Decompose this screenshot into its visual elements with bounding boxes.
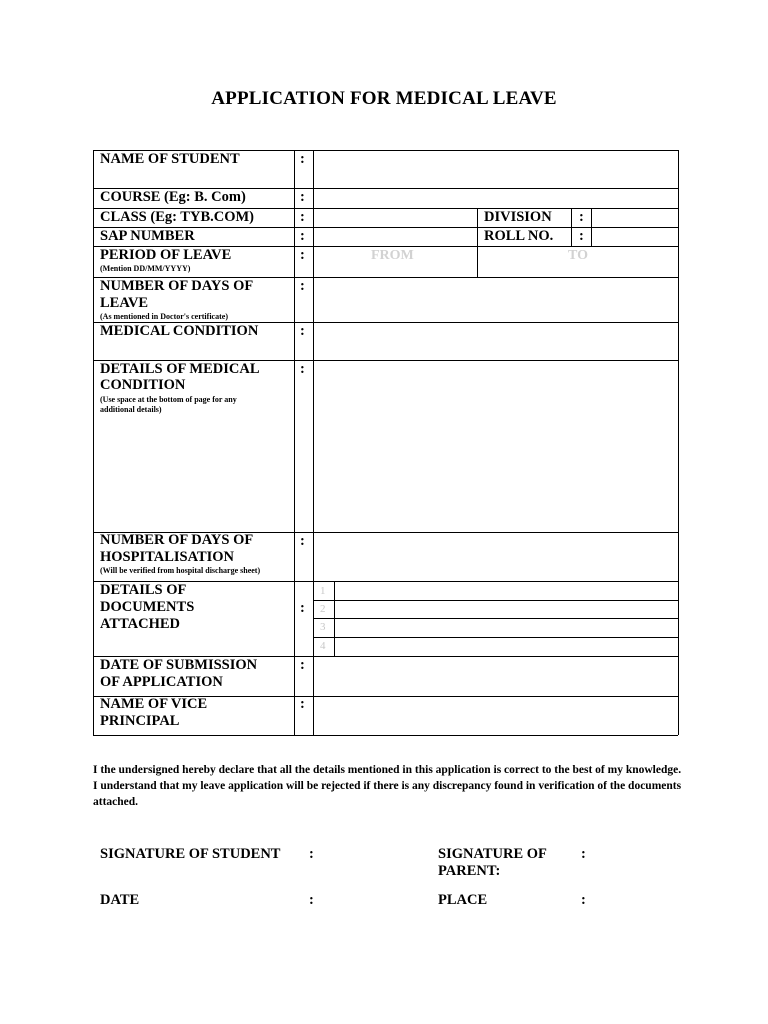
- documents-label-line2: DOCUMENTS: [100, 599, 195, 615]
- colon: :: [300, 657, 305, 673]
- document-3-field[interactable]: [337, 620, 674, 635]
- days-of-leave-note: [100, 312, 228, 322]
- colon: :: [309, 846, 314, 862]
- hospitalisation-label-line1: NUMBER OF DAYS OF: [100, 532, 254, 548]
- medical-details-field[interactable]: [316, 362, 674, 530]
- colon: :: [579, 228, 584, 244]
- details-medical-note-line1: (Use space at the bottom of page for any: [100, 395, 237, 404]
- division-field[interactable]: [594, 210, 674, 226]
- declaration-text: I the undersigned hereby declare that all the details mentioned in this application is correct to the best of my knowledge. I understand that my leave application will be rejected if there is any discrepancy found in verification of the documents attached.: [93, 764, 682, 808]
- days-of-leave-label-line2: LEAVE: [100, 295, 149, 311]
- table-left-border: [93, 150, 94, 735]
- colon-column-divider: [313, 150, 314, 735]
- colon: :: [581, 892, 586, 908]
- days-of-leave-field[interactable]: [316, 279, 674, 320]
- colon: :: [300, 361, 305, 377]
- parent-signature-label-line1: SIGNATURE OF: [438, 846, 547, 862]
- doc-row-line: [313, 637, 678, 638]
- class-field[interactable]: [316, 210, 474, 226]
- colon: :: [300, 278, 305, 294]
- details-medical-label-line1: DETAILS OF MEDICAL: [100, 361, 260, 377]
- medical-condition-label: MEDICAL CONDITION: [100, 323, 259, 339]
- colon: :: [300, 533, 305, 549]
- submission-label-line2: OF APPLICATION: [100, 674, 223, 690]
- sap-number-label: SAP NUMBER: [100, 228, 195, 244]
- course-label: COURSE (Eg: B. Com): [100, 189, 246, 205]
- doc-number: 2: [320, 603, 326, 615]
- sap-number-field[interactable]: [316, 229, 474, 245]
- row-line: [93, 735, 678, 736]
- medical-condition-field[interactable]: [316, 324, 674, 358]
- submission-date-field[interactable]: [316, 658, 674, 694]
- colon: :: [300, 600, 305, 616]
- parent-signature-label-line2: PARENT:: [438, 863, 501, 879]
- colon: :: [309, 892, 314, 908]
- roll-no-label: ROLL NO.: [484, 228, 554, 244]
- document-4-field[interactable]: [337, 639, 674, 654]
- hospitalisation-note: (Will be verified from hospital discharge sheet): [100, 566, 261, 575]
- from-date-field[interactable]: [316, 248, 474, 275]
- from-date-placeholder: FROM: [371, 248, 414, 263]
- vice-principal-label-line2: PRINCIPAL: [100, 713, 180, 729]
- colon: :: [300, 151, 305, 167]
- to-date-field[interactable]: [480, 248, 674, 275]
- doc-number: 4: [320, 640, 326, 652]
- colon: :: [300, 323, 305, 339]
- place-label: PLACE: [438, 892, 488, 908]
- colon: :: [579, 209, 584, 225]
- documents-label-line3: ATTACHED: [100, 616, 181, 632]
- doc-row-line: [313, 600, 678, 601]
- doc-row-line: [313, 618, 678, 619]
- details-medical-label-line2: CONDITION: [100, 377, 186, 393]
- documents-label-line1: DETAILS OF: [100, 582, 187, 598]
- details-medical-note-line2: additional details): [100, 405, 162, 414]
- hospitalisation-label-line2: HOSPITALISATION: [100, 549, 235, 565]
- to-date-placeholder: TO: [568, 248, 588, 263]
- division-label: DIVISION: [484, 209, 552, 225]
- colon: :: [300, 696, 305, 712]
- colon: :: [300, 189, 305, 205]
- days-of-leave-label-line1: NUMBER OF DAYS OF: [100, 278, 254, 294]
- vice-principal-label-line1: NAME OF VICE: [100, 696, 208, 712]
- submission-label-line1: DATE OF SUBMISSION: [100, 657, 258, 673]
- student-name-field[interactable]: [316, 152, 674, 186]
- student-signature-label: SIGNATURE OF STUDENT: [100, 846, 281, 862]
- colon: :: [300, 209, 305, 225]
- period-of-leave-label: PERIOD OF LEAVE: [100, 247, 232, 263]
- document-1-field[interactable]: [337, 583, 674, 598]
- label-column-divider: [294, 150, 295, 735]
- division-colon-divider: [591, 208, 592, 246]
- days-note-suffix: ): [225, 312, 228, 321]
- colon: :: [300, 247, 305, 263]
- days-note-doctor-certificate: Doctor's certificate: [160, 312, 226, 321]
- class-label: CLASS (Eg: TYB.COM): [100, 209, 255, 225]
- days-note-prefix: (As mentioned in: [100, 312, 161, 321]
- hospitalisation-days-field[interactable]: [316, 534, 674, 579]
- vice-principal-field[interactable]: [316, 698, 674, 733]
- roll-no-field[interactable]: [594, 229, 674, 245]
- colon: :: [581, 846, 586, 862]
- name-of-student-label: NAME OF STUDENT: [100, 151, 240, 167]
- doc-number: 1: [320, 585, 326, 597]
- division-label-divider: [571, 208, 572, 246]
- period-of-leave-note: (Mention DD/MM/YYYY): [100, 264, 191, 273]
- document-2-field[interactable]: [337, 602, 674, 616]
- page-title: APPLICATION FOR MEDICAL LEAVE: [211, 88, 557, 109]
- table-right-border: [678, 150, 679, 735]
- date-label: DATE: [100, 892, 140, 908]
- doc-number: 3: [320, 621, 326, 633]
- course-field[interactable]: [316, 190, 674, 206]
- colon: :: [300, 228, 305, 244]
- division-column-divider: [477, 208, 478, 277]
